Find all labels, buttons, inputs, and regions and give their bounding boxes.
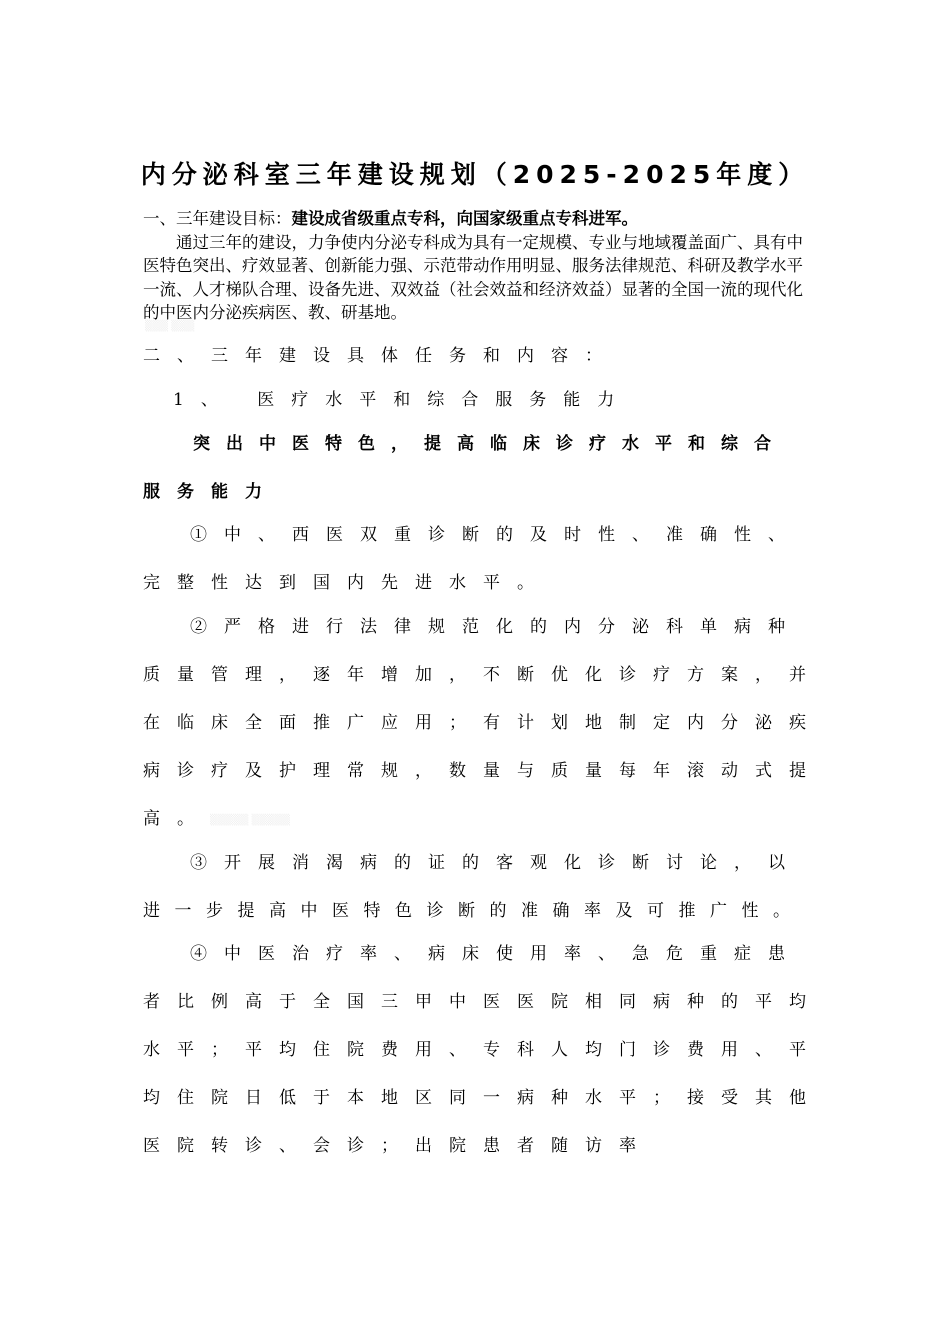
item-4-line-1: ④中医治疗率、病床使用率、急危重症患	[190, 944, 802, 964]
section-1-heading: 一、三年建设目标：	[143, 209, 292, 228]
faint-watermark: ▒▒▒ ▒▒▒	[145, 321, 195, 332]
item-4-line-2: 者比例高于全国三甲中医医院相同病种的平均	[143, 992, 823, 1012]
item-2-line-1: ②严格进行法律规范化的内分泌科单病种	[190, 617, 802, 637]
section-1-goal: 建设成省级重点专科，向国家级重点专科进军。	[291, 209, 638, 228]
document-title: 内分泌科室三年建设规划（2025-2025年度）	[140, 160, 810, 189]
item-2-line-2: 质量管理，逐年增加，不断优化诊疗方案，并	[143, 665, 823, 685]
item-2-line-4: 病诊疗及护理常规，数量与质量每年滚动式提	[143, 761, 823, 781]
section-2-heading: 二、三年建设具体任务和内容：	[143, 346, 619, 366]
item-1-line-2: 完整性达到国内先进水平。	[143, 573, 551, 593]
item-4-line-5: 医院转诊、会诊；出院患者随访率	[143, 1136, 653, 1156]
bold-heading-line-2: 服务能力	[143, 482, 279, 502]
item-3-line-2: 进一步提高中医特色诊断的准确率及可推广性。	[143, 901, 805, 921]
section-1-paragraph: 通过三年的建设，力争使内分泌专科成为具有一定规模、专业与地域覆盖面广、具有中医特色突出、疗效显著、创新能力强、示范带动作用明显、服务法律规范、科研及教学水平一流、人才梯队合理、设备先进、双效益（社会效益和经济效益）显著的全国一流的现代化的中医内分泌疾病医、教、研基地。	[143, 232, 803, 322]
item-4-line-3: 水平；平均住院费用、专科人均门诊费用、平	[143, 1040, 823, 1060]
item-2-line-3: 在临床全面推广应用；有计划地制定内分泌疾	[143, 713, 823, 733]
item-1-line-1: ①中、西医双重诊断的及时性、准确性、	[190, 525, 802, 545]
item-4-line-4: 均住院日低于本地区同一病种水平；接受其他	[143, 1088, 823, 1108]
section-1-heading-line	[143, 207, 815, 231]
section-1	[143, 207, 815, 325]
item-3-line-1: ③开展消渴病的证的客观化诊断讨论，以	[190, 853, 802, 873]
item-2-line-5: 高。	[143, 809, 211, 829]
subsection-1-heading: 1、 医疗水平和综合服务能力	[173, 390, 632, 410]
faint-watermark: ▒▒▒▒▒ ▒▒▒▒▒	[210, 815, 291, 826]
bold-heading-line-1: 突出中医特色，提高临床诊疗水平和综合	[193, 434, 787, 454]
